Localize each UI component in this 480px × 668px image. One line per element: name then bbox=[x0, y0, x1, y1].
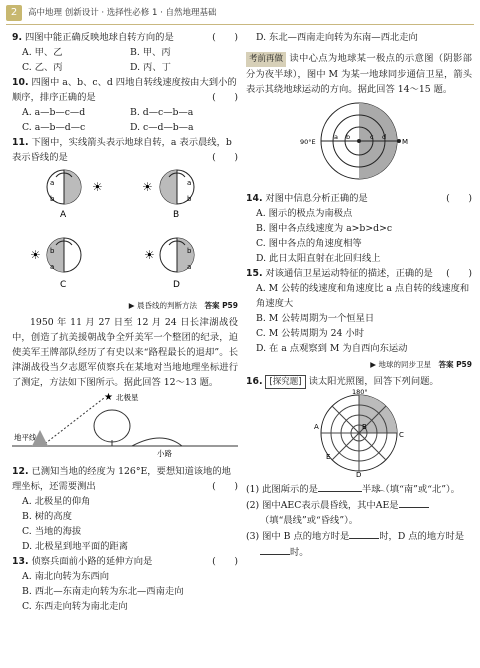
figure-a bbox=[47, 170, 103, 220]
question-15-option-a: A. M 公转的线速度和角速度比 a 点自转的线速度和角速度大 bbox=[256, 283, 470, 309]
question-16-sub3: (3) 图中 B 点的地方时是 时，D 点的地方时是 时。 bbox=[246, 528, 472, 560]
figure-b bbox=[142, 170, 194, 220]
svg-text:地平线: 地平线 bbox=[14, 433, 37, 442]
page-header bbox=[0, 0, 480, 26]
svg-text:a: a bbox=[334, 133, 338, 141]
svg-text:E: E bbox=[326, 453, 331, 461]
question-16-figure bbox=[246, 389, 472, 477]
sun-icon: ☀ bbox=[142, 180, 153, 194]
tip-note-15: ▶ 地球的同步卫星 答案 P59 bbox=[370, 360, 472, 369]
left-column bbox=[12, 30, 238, 614]
header-title: 高中地理 创新设计 · 选择性必修 1 · 自然地理基础 bbox=[28, 8, 217, 18]
question-12-option-d: D. 北极星到地平面的距离 bbox=[22, 541, 129, 552]
question-14-figure bbox=[246, 97, 472, 187]
svg-text:b: b bbox=[50, 247, 55, 255]
question-14-option-a: A. 图示的极点为南极点 bbox=[256, 208, 353, 219]
question-14: 14. 对图中信息分析正确的是 ( ) bbox=[246, 193, 472, 204]
question-12-option-c: C. 当地的海拔 bbox=[22, 526, 82, 537]
svg-text:b: b bbox=[187, 247, 192, 255]
question-14-option-d: D. 此日太阳直射在北回归线上 bbox=[256, 253, 381, 264]
sun-icon: ☀ bbox=[144, 248, 155, 262]
answer-blank[interactable] bbox=[399, 497, 429, 508]
question-9-options-row2: C. 乙、丙 D. 丙、丁 bbox=[22, 62, 171, 73]
lightbulb-icon: ▶ bbox=[128, 301, 135, 310]
question-9: 9. 四图中能正确反映地球自转方向的是 ( ) bbox=[12, 32, 238, 43]
question-16: 16. [探究题] 读太阳光照图，回答下列问题。 bbox=[246, 376, 439, 387]
svg-text:A: A bbox=[60, 210, 67, 220]
figure-d bbox=[144, 238, 194, 290]
question-13-option-a: A. 南北向转为东西向 bbox=[22, 571, 109, 582]
question-12-figure bbox=[12, 390, 238, 460]
passage-tag: 考前再做 bbox=[246, 52, 286, 67]
svg-text:180°: 180° bbox=[352, 389, 368, 396]
question-13-option-c: C. 东西走向转为南北走向 bbox=[22, 601, 128, 612]
question-14-option-c: C. 图中各点的角速度相等 bbox=[256, 238, 362, 249]
svg-text:b: b bbox=[50, 195, 55, 203]
svg-text:d: d bbox=[382, 133, 387, 141]
svg-text:b: b bbox=[346, 133, 351, 141]
svg-text:a: a bbox=[50, 179, 55, 187]
sun-icon: ☀ bbox=[92, 180, 103, 194]
svg-text:a: a bbox=[187, 179, 192, 187]
question-9-options-row1: A. 甲、乙 B. 甲、丙 bbox=[22, 47, 171, 58]
question-12-option-a: A. 北极星的仰角 bbox=[22, 496, 91, 507]
answer-blank[interactable] bbox=[349, 528, 379, 539]
svg-text:D: D bbox=[173, 280, 180, 290]
question-12: 12. 已测知当地的经度为 126°E，要想知道该地的地理坐标，还需要测出 ( ) bbox=[12, 466, 238, 492]
sun-icon: ☀ bbox=[30, 248, 41, 262]
svg-text:C: C bbox=[60, 280, 67, 290]
question-11-figure bbox=[12, 165, 238, 293]
question-14-option-b: B. 图中各点线速度为 a>b>d>c bbox=[256, 223, 393, 234]
question-10-options-row1: A. a—b—c—d B. d—c—b—a bbox=[22, 107, 194, 118]
right-column bbox=[246, 30, 472, 560]
question-13-option-b: B. 西北—东南走向转为东北—西南走向 bbox=[22, 586, 184, 597]
question-11: 11. 下图中，实线箭头表示地球自转，a 表示晨线，b 表示昏线的是 ( ) bbox=[12, 137, 238, 163]
passage-14-15: 考前再做 读中心点为地球某一极点的示意图（阴影部分为夜半球），图中 M 为某一地球同步通信卫星，箭头表示其绕地球运动的方向。据此回答 14～15 题。 bbox=[246, 53, 472, 95]
answer-blank[interactable] bbox=[318, 481, 362, 492]
svg-text:D: D bbox=[356, 471, 362, 477]
svg-text:北极星: 北极星 bbox=[116, 393, 139, 402]
star-icon: ★ bbox=[104, 392, 113, 403]
svg-text:B: B bbox=[173, 210, 180, 220]
question-15-option-d: D. 在 a 点观察到 M 为自西向东运动 bbox=[256, 343, 408, 354]
question-15-option-c: C. M 公转周期为 24 小时 bbox=[256, 328, 364, 339]
svg-text:M: M bbox=[402, 138, 409, 146]
lightbulb-icon: ▶ bbox=[370, 360, 377, 369]
question-16-sub1: (1) 此图所示的是 半球（填“南”或“北”）。 bbox=[246, 481, 472, 497]
header-divider bbox=[6, 24, 474, 25]
question-10: 10. 四图中 a、b、c、d 四地自转线速度按由大到小的顺序，排序正确的是 ( ) bbox=[12, 77, 238, 103]
svg-text:b: b bbox=[187, 195, 192, 203]
inquiry-tag: [探究题] bbox=[265, 375, 305, 389]
passage-12-13: 1950 年 11 月 27 日至 12 月 24 日长津湖战役中，创造了抗美援朝战争全歼美军一个整团的纪录，迫使美军王牌部队经历了有史以来“路程最长的退却”。长津湖战役当夕志愿军侦察兵在某地对当地地理坐标进行了测定，方法如下图所示。据此回答 12～13 题。 bbox=[12, 317, 238, 388]
svg-text:90°E: 90°E bbox=[300, 138, 316, 146]
figure-c bbox=[30, 238, 81, 290]
svg-text:a: a bbox=[187, 263, 192, 271]
answer-blank[interactable] bbox=[260, 544, 290, 555]
question-15-option-b: B. M 公转周期为一个恒星日 bbox=[256, 313, 375, 324]
question-13: 13. 侦察兵面前小路的延伸方向是 ( ) bbox=[12, 556, 238, 567]
question-10-options-row2: C. a—b—d—c D. c—d—b—a bbox=[22, 122, 194, 133]
question-16-sub2: (2) 图中⌒ AEC表示晨昏线，其中⌒ AE是 （填“晨线”或“昏线”）。 bbox=[246, 497, 472, 528]
svg-text:c: c bbox=[370, 133, 374, 141]
question-13-option-d: D. 东北—西南走向转为东南—西北走向 bbox=[256, 32, 418, 43]
svg-text:B: B bbox=[362, 423, 367, 431]
svg-text:a: a bbox=[50, 263, 55, 271]
tip-note-11: ▶ 晨昏线的判断方法 答案 P59 bbox=[128, 301, 238, 310]
question-15: 15. 对该通信卫星运动特征的描述，正确的是 ( ) bbox=[246, 268, 472, 279]
svg-text:A: A bbox=[314, 423, 319, 431]
svg-text:C: C bbox=[399, 431, 404, 439]
page-number: 2 bbox=[6, 5, 22, 21]
question-12-option-b: B. 树的高度 bbox=[22, 511, 72, 522]
svg-text:小路: 小路 bbox=[157, 449, 172, 458]
